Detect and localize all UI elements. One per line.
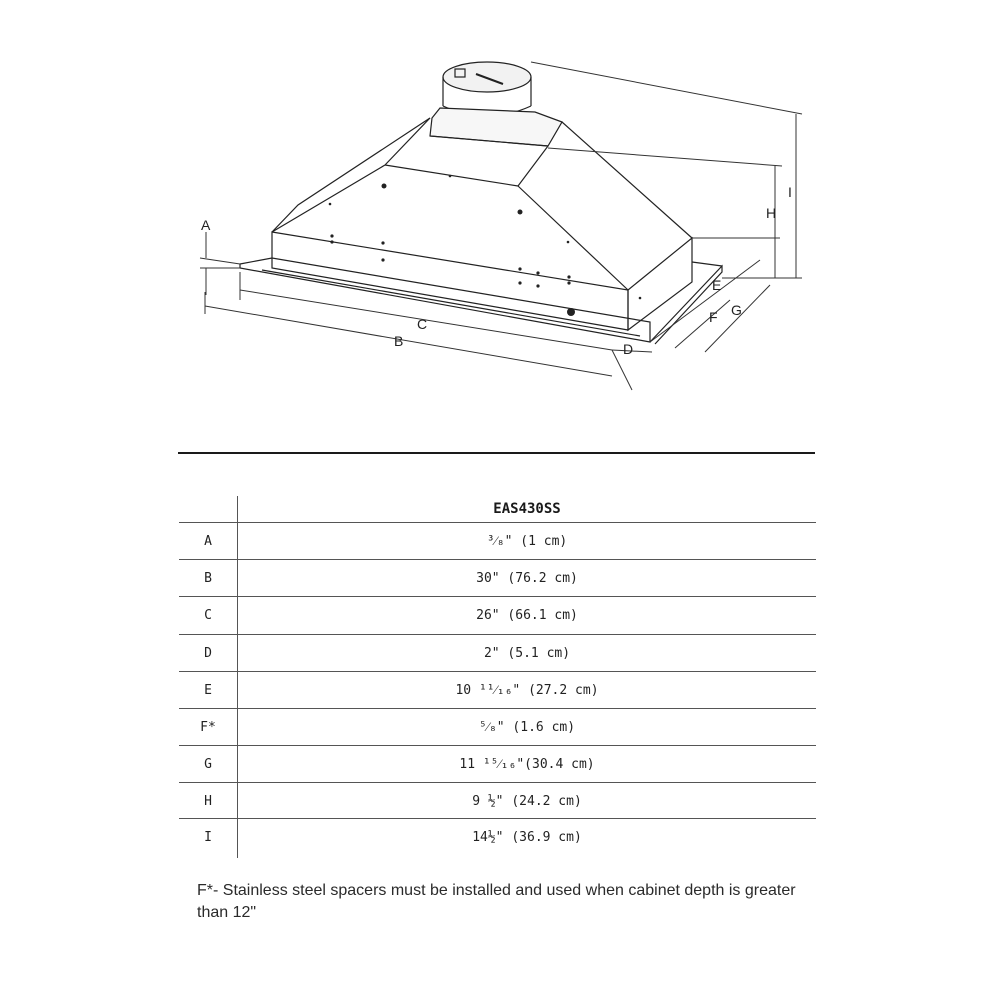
dim-label-c: C	[417, 316, 428, 332]
table-row	[179, 634, 816, 672]
section-divider	[178, 452, 815, 454]
row-value: 9 ½" (24.2 cm)	[472, 794, 582, 809]
table-row	[179, 596, 816, 634]
row-label: H	[204, 794, 212, 809]
table-row	[179, 671, 816, 709]
hood-dimension-diagram	[0, 0, 1000, 440]
hood-drawing	[0, 0, 1000, 440]
model-header: EAS430SS	[493, 501, 561, 517]
row-label: A	[204, 534, 212, 549]
dim-label-g: G	[731, 302, 742, 318]
row-value: 11 ¹⁵⁄₁₆"(30.4 cm)	[459, 757, 595, 772]
hood-right-face	[628, 238, 692, 330]
dim-label-h: H	[766, 205, 777, 221]
dim-label-b: B	[394, 333, 404, 349]
footnote: F*- Stainless steel spacers must be installed and used when cabinet depth is greater than 12"	[197, 882, 796, 921]
dim-label-d: D	[623, 341, 634, 357]
table-row	[179, 818, 816, 856]
row-label: I	[204, 830, 212, 845]
row-value: ³⁄₈" (1 cm)	[486, 534, 568, 549]
dim-label-f: F	[709, 309, 718, 325]
damper-plate	[430, 108, 562, 146]
row-label: C	[204, 608, 212, 623]
row-value: 2" (5.1 cm)	[483, 646, 571, 661]
table-row	[179, 782, 816, 820]
row-label: B	[204, 571, 212, 586]
table-row	[179, 559, 816, 597]
row-value: ⁵⁄₈" (1.6 cm)	[478, 720, 576, 735]
row-value: 10 ¹¹⁄₁₆" (27.2 cm)	[455, 683, 599, 698]
table-row	[179, 708, 816, 746]
dim-label-e: E	[712, 277, 722, 293]
row-value: 30" (76.2 cm)	[476, 571, 578, 586]
table-row	[179, 745, 816, 783]
row-label: F*	[200, 720, 216, 735]
row-value: 26" (66.1 cm)	[476, 608, 578, 623]
row-label: E	[204, 683, 212, 698]
dim-label-a: A	[201, 217, 211, 233]
row-value: 14½" (36.9 cm)	[472, 830, 582, 845]
dim-label-i: I	[788, 184, 792, 200]
row-label: D	[204, 646, 212, 661]
table-row	[179, 522, 816, 560]
row-label: G	[204, 757, 212, 772]
